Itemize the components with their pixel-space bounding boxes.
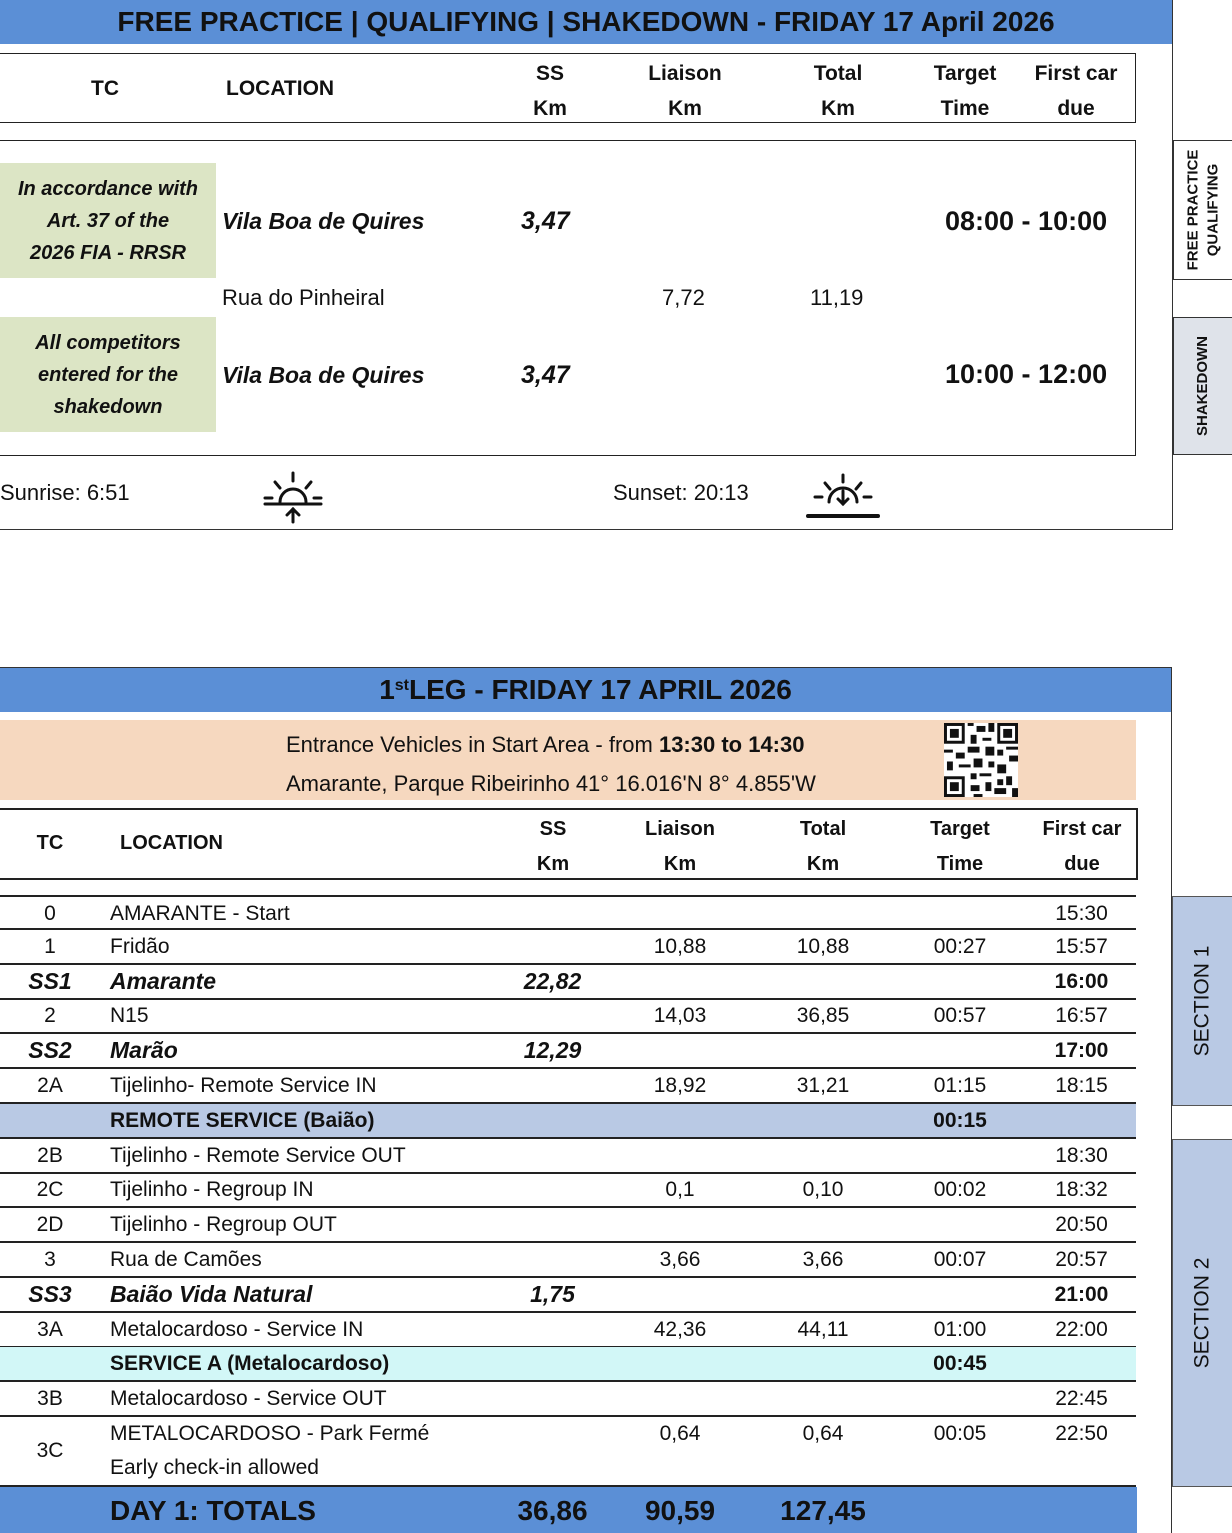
sunrise-icon — [262, 470, 324, 526]
row-location: Rua de Camões — [110, 1248, 262, 1271]
table-row — [0, 1104, 1136, 1139]
table-row — [0, 1313, 1136, 1348]
row-liaison: 0,1 — [665, 1178, 695, 1202]
fp-ss-3: 3,47 — [521, 361, 570, 389]
table-row — [0, 1417, 1136, 1487]
row-tc: 2C — [36, 1178, 64, 1202]
row-target: 00:05 — [933, 1422, 987, 1445]
row-first: 16:57 — [1055, 1004, 1108, 1028]
row-location: Metalocardoso - Service IN — [110, 1317, 364, 1341]
row-location: Baião Vida Natural — [110, 1280, 313, 1307]
row-liaison: 10,88 — [653, 934, 707, 958]
row-first: 15:57 — [1055, 934, 1108, 958]
row-first: 22:00 — [1055, 1317, 1108, 1341]
shakedown-note: All competitors entered for the shakedown — [0, 317, 216, 432]
row-total: 31,21 — [796, 1074, 850, 1097]
entrance-location: Amarante, Parque Ribeirinho 41° 16.016'N 8° 4.855'W — [286, 771, 816, 796]
sunset-icon — [805, 472, 881, 520]
row-total: 36,85 — [796, 1004, 850, 1028]
sunrise-label: Sunrise: 6:51 — [0, 480, 130, 505]
leg-header-target: Target Time — [930, 818, 990, 875]
leg-header-liaison: Liaison Km — [644, 818, 715, 875]
entrance-line: Entrance Vehicles in Start Area - from 13:30 to 14:30 — [286, 732, 805, 757]
fp-location-2: Rua do Pinheiral — [222, 285, 385, 310]
row-location: Tijelinho - Remote Service OUT — [110, 1143, 406, 1167]
row-first: 16:00 — [1054, 969, 1109, 993]
row-tc: 2A — [37, 1074, 63, 1097]
row-target: 01:15 — [933, 1074, 987, 1097]
table-row — [0, 1139, 1136, 1174]
row-location: AMARANTE - Start — [110, 902, 290, 925]
row-location: Amarante — [110, 967, 217, 994]
row-ss: 22,82 — [523, 967, 582, 994]
row-tc: 3A — [37, 1317, 63, 1341]
row-total: 0,10 — [802, 1178, 844, 1202]
row-location: Marão — [110, 1037, 178, 1064]
row-tc: SS2 — [28, 1037, 72, 1064]
leg-header-ss: SS Km — [536, 818, 570, 875]
row-target: 00:27 — [933, 934, 987, 958]
row-total: 3,66 — [802, 1248, 844, 1271]
row-first: 22:45 — [1055, 1387, 1108, 1411]
fp-liaison-2: 7,72 — [662, 285, 705, 310]
leg-header-total: Total Km — [799, 818, 847, 875]
row-total: 44,11 — [797, 1317, 849, 1341]
row-target: 00:15 — [933, 1108, 987, 1132]
row-ss: 1,75 — [530, 1280, 575, 1307]
tab-free-practice-qualifying[interactable]: FREE PRACTICE QUALIFYING — [1173, 140, 1232, 280]
row-target: 01:00 — [933, 1317, 987, 1341]
row-liaison: 18,92 — [653, 1074, 707, 1097]
leg-header-first-car: First car due — [1042, 818, 1122, 875]
row-tc: 2 — [44, 1004, 56, 1028]
fp-total-2: 11,19 — [810, 285, 864, 310]
row-first: 20:57 — [1055, 1248, 1108, 1271]
table-row — [0, 1069, 1136, 1104]
day-totals-row — [0, 1487, 1137, 1533]
table-row — [0, 895, 1136, 930]
row-tc: 3C — [36, 1439, 64, 1462]
row-tc: SS3 — [28, 1280, 72, 1307]
row-first: 20:50 — [1055, 1213, 1108, 1237]
tab-section-1[interactable]: SECTION 1 — [1172, 896, 1232, 1106]
row-location: METALOCARDOSO - Park Fermé — [110, 1422, 430, 1445]
header-total: Total Km — [813, 62, 863, 120]
row-first: 17:00 — [1054, 1039, 1109, 1063]
row-tc: 2B — [37, 1143, 63, 1167]
row-target: 00:02 — [933, 1178, 987, 1202]
row-first: 18:15 — [1055, 1074, 1108, 1097]
leg-header — [0, 808, 1138, 880]
table-row — [0, 1382, 1136, 1417]
header-tc: TC — [91, 77, 119, 100]
row-liaison: 14,03 — [653, 1004, 707, 1028]
leg-title: 1 $^{st}$ LEG - FRIDAY 17 APRIL 2026 — [0, 668, 1171, 712]
row-location: Tijelinho - Regroup OUT — [110, 1213, 337, 1237]
leg-header-tc: TC — [36, 832, 64, 854]
row-location: Metalocardoso - Service OUT — [110, 1387, 387, 1411]
sunset-label: Sunset: 20:13 — [613, 480, 749, 505]
fp-time-3: 10:00 - 12:00 — [945, 359, 1108, 389]
row-first-car: 22:50 — [1055, 1422, 1108, 1445]
row-first: 21:00 — [1054, 1282, 1109, 1306]
header-first-car: First car due — [1034, 62, 1118, 120]
table-row — [0, 930, 1136, 965]
row-tc: 2D — [36, 1213, 64, 1237]
qr-code-icon[interactable] — [944, 723, 1018, 797]
row-target: 00:45 — [933, 1352, 987, 1376]
table-row — [0, 1347, 1136, 1382]
table-row — [0, 965, 1136, 1000]
row-first: 18:30 — [1055, 1143, 1108, 1167]
header-target: Target Time — [933, 62, 997, 120]
tab-section-2[interactable]: SECTION 2 — [1172, 1139, 1232, 1487]
row-liaison: 0,64 — [659, 1422, 701, 1445]
fp-ss-1: 3,47 — [521, 207, 570, 235]
row-location: REMOTE SERVICE (Baião) — [110, 1108, 375, 1132]
totals-total: 127,45 — [780, 1495, 866, 1526]
totals-liaison: 90,59 — [644, 1495, 716, 1526]
totals-ss: 36,86 — [517, 1495, 588, 1526]
free-practice-title: FREE PRACTICE | QUALIFYING | SHAKEDOWN - FRIDAY 17 April 2026 — [0, 0, 1172, 44]
row-ss: 12,29 — [523, 1037, 582, 1064]
row-location: Tijelinho- Remote Service IN — [110, 1074, 377, 1097]
header-location: LOCATION — [226, 77, 335, 100]
row-target: 00:07 — [933, 1248, 987, 1271]
row-location-note: Early check-in allowed — [110, 1456, 319, 1479]
fp-location-1: Vila Boa de Quires — [222, 208, 425, 234]
fia-note: In accordance with Art. 37 of the 2026 FIA - RRSR — [0, 163, 216, 278]
tab-shakedown[interactable]: SHAKEDOWN — [1173, 317, 1232, 455]
row-location: N15 — [110, 1004, 149, 1028]
table-row — [0, 1173, 1136, 1208]
row-tc: 3 — [44, 1248, 56, 1271]
row-location: Fridão — [110, 934, 170, 958]
fp-time-1: 08:00 - 10:00 — [945, 206, 1108, 236]
row-tc: SS1 — [28, 967, 72, 994]
row-first: 15:30 — [1055, 902, 1108, 925]
row-tc: 1 — [44, 934, 56, 958]
fp-location-3: Vila Boa de Quires — [222, 362, 425, 388]
row-target: 00:57 — [933, 1004, 987, 1028]
totals-label: DAY 1: TOTALS — [110, 1495, 316, 1526]
row-tc: 0 — [44, 902, 56, 925]
table-row — [0, 1208, 1136, 1243]
row-first: 18:32 — [1055, 1178, 1108, 1202]
row-total: 0,64 — [802, 1422, 844, 1445]
leg-header-location: LOCATION — [120, 832, 223, 854]
free-practice-header — [0, 53, 1136, 123]
table-row — [0, 1243, 1136, 1278]
table-row — [0, 1278, 1136, 1313]
row-total: 10,88 — [796, 934, 850, 958]
row-liaison: 3,66 — [659, 1248, 701, 1271]
table-row — [0, 1034, 1136, 1069]
table-row — [0, 999, 1136, 1034]
row-location: SERVICE A (Metalocardoso) — [110, 1352, 390, 1376]
row-location: Tijelinho - Regroup IN — [110, 1178, 314, 1202]
row-tc: 3B — [37, 1387, 63, 1411]
header-liaison: Liaison Km — [648, 62, 722, 120]
header-ss: SS Km — [533, 62, 567, 120]
row-liaison: 42,36 — [653, 1317, 707, 1341]
